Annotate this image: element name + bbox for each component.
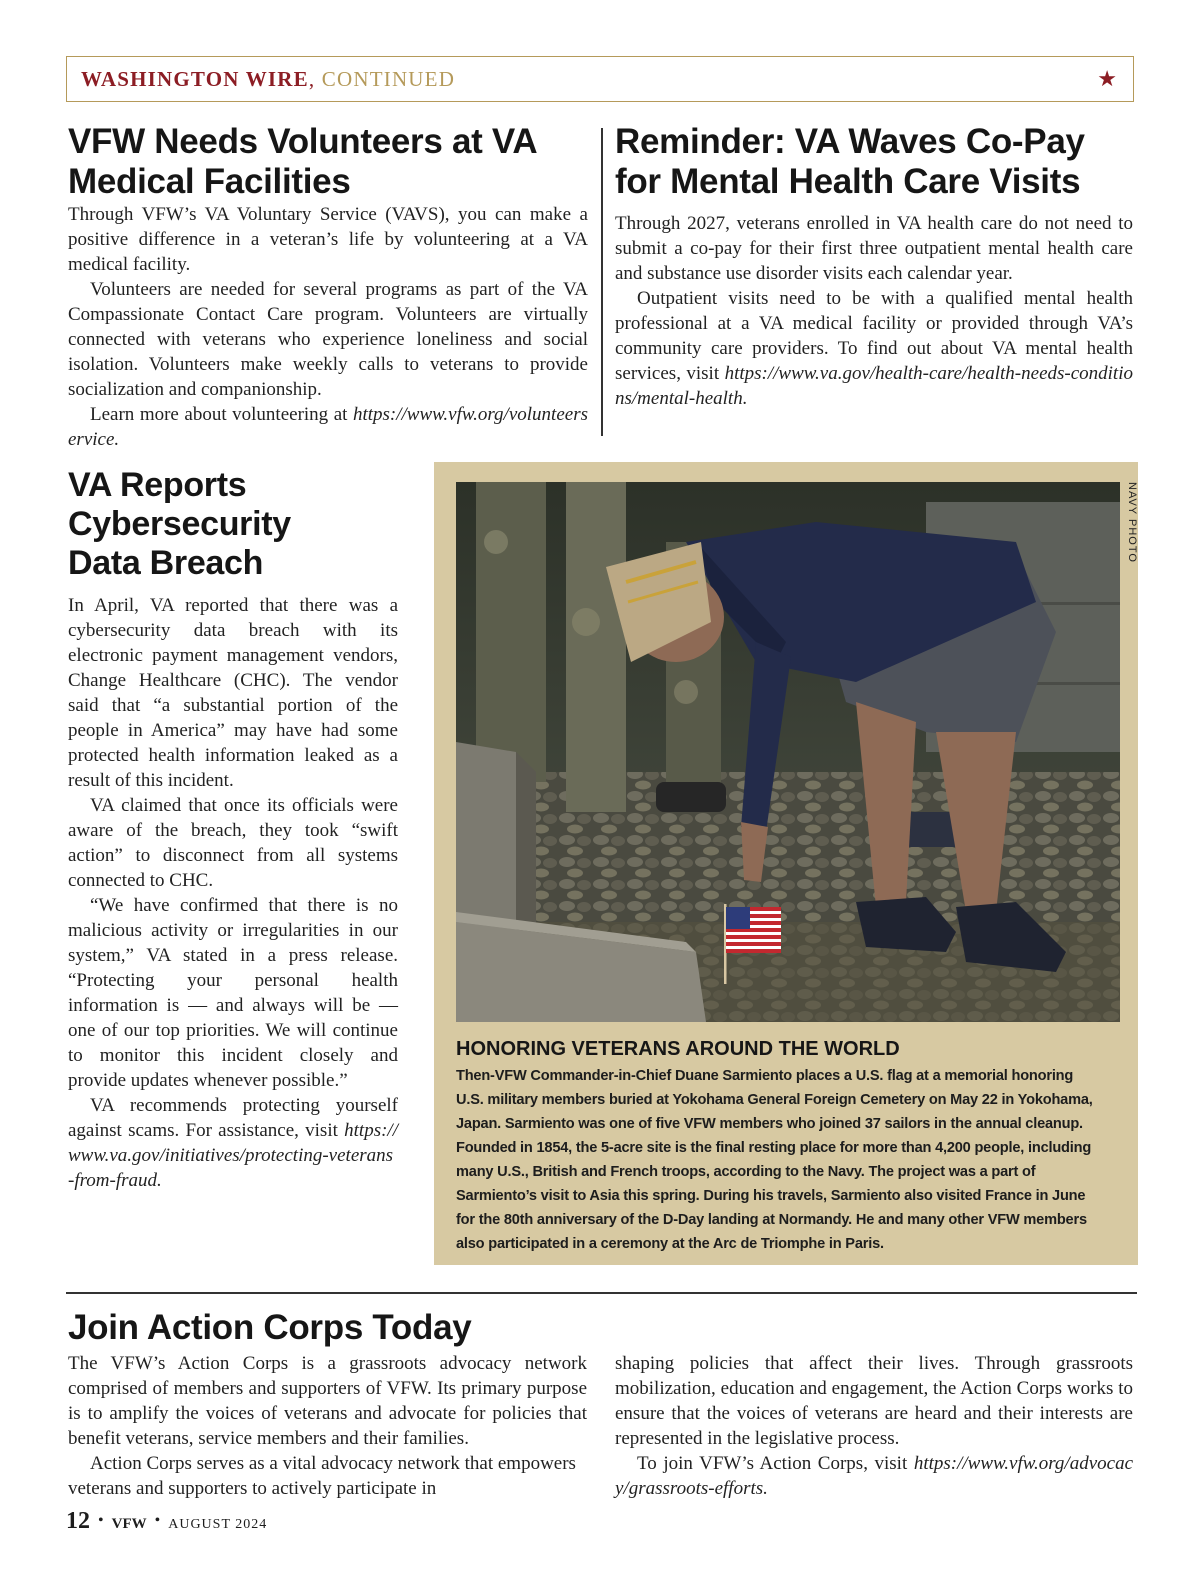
photo-panel (434, 462, 1138, 1265)
caption-title: HONORING VETERANS AROUND THE WORLD (456, 1038, 900, 1060)
paragraph: shaping policies that affect their lives. Through grassroots mobilization, education and engagement, the Action Corps works to ensure that the voices of veterans are heard and their interests are represented in the legislative process. (615, 1353, 1133, 1449)
article-body (68, 202, 588, 452)
section-divider (66, 1292, 1137, 1294)
article-action-corps (68, 1306, 1134, 1350)
photo-credit: NAVY PHOTO (1126, 482, 1138, 563)
article-breach (68, 466, 398, 1193)
paragraph: VA claimed that once its officials were aware of the breach, they took “swift action” to disconnect from all systems connected to CHC. (68, 795, 398, 891)
magazine-name: VFW (111, 1516, 147, 1532)
paragraph: Through 2027, veterans enrolled in VA health care do not need to submit a co-pay for their first three outpatient mental health care and substance use disorder visits each calendar year. (615, 213, 1133, 284)
section-title: WASHINGTON WIRE (81, 67, 309, 91)
photo-illustration (456, 482, 1120, 1022)
headline-breach: VA Reports Cybersecurity Data Breach (68, 466, 291, 582)
article-body (68, 593, 398, 1193)
paragraph-text: VA recommends protecting yourself against scams. For assistance, visit (68, 1095, 398, 1141)
photo-flag-placement (456, 482, 1120, 1022)
headline-copay: Reminder: VA Waves Co-Pay for Mental Health Care Visits (615, 122, 1085, 201)
article-copay (615, 122, 1133, 411)
paragraph: Action Corps serves as a vital advocacy network that empowers veterans and supporters to actively participate in (68, 1453, 576, 1499)
article-body-column-2 (615, 1351, 1133, 1501)
section-header (66, 56, 1134, 102)
paragraph-text: To join VFW’s Action Corps, visit (637, 1453, 914, 1474)
section-separator: , (308, 67, 316, 91)
section-continued-label: CONTINUED (321, 67, 456, 91)
paragraph: Through VFW’s VA Voluntary Service (VAVS), you can make a positive difference in a veteran’s life by volunteering at a VA medical facility. (68, 204, 588, 275)
volunteer-link[interactable]: https://www.vfw.org/volunteerservice. (68, 404, 588, 450)
star-icon: ★ (1097, 66, 1117, 91)
column-divider (601, 128, 603, 436)
article-volunteers (68, 122, 588, 452)
paragraph-text: Learn more about volunteering at (90, 404, 353, 425)
paragraph: The VFW’s Action Corps is a grassroots advocacy network comprised of members and supporters of VFW. Its primary purpose is to amplify the voices of veterans and advocate for policies that benefit veterans, service members and their families. (68, 1353, 587, 1449)
article-body-column-1 (68, 1351, 587, 1501)
paragraph (615, 286, 1133, 411)
paragraph: Volunteers are needed for several programs as part of the VA Compassionate Contact Care program. Volunteers are virtually connected with veterans who experience loneliness and social isolation. Volunteers make weekly calls to veterans to provide socialization and companionship. (68, 279, 588, 400)
caption-text: Then-VFW Commander-in-Chief Duane Sarmiento places a U.S. flag at a memorial honoring U.S. military members buried at Yokohama General Foreign Cemetery on May 22 in Yokohama, Japan. Sarmiento was one of five VFW members who joined 37 sailors in the annual cleanup. Founded in 1854, the 5-acre site is the final resting place for more than 4,200 people, including many U.S., British and French troops, according to the Navy. The project was a part of Sarmiento’s visit to Asia this spring. During his travels, Sarmiento also visited France in June for the 80th anniversary of the D-Day landing at Normandy. He and many other VFW members also participated in a ceremony at the Arc de Triomphe in Paris. (456, 1068, 1093, 1252)
headline-volunteers: VFW Needs Volunteers at VA Medical Facilities (68, 122, 537, 201)
action-corps-link[interactable]: https://www.vfw.org/advocacy/grassroots-efforts. (615, 1453, 1133, 1499)
page-footer (66, 1508, 267, 1535)
paragraph: “We have confirmed that there is no malicious activity or irregularities in our system,” VA stated in a press release. “Protecting your personal health information is — and always will be — one of our top priorities. We will continue to monitor this incident closely and provide updates whenever possible.” (68, 895, 398, 1091)
footer-bullet: • (154, 1512, 161, 1529)
issue-date: AUGUST 2024 (168, 1517, 268, 1532)
footer-bullet: • (98, 1512, 104, 1529)
paragraph (68, 1093, 398, 1193)
fraud-protection-link[interactable]: https://www.va.gov/initiatives/protecting-veterans-from-fraud. (68, 1120, 398, 1191)
paragraph (615, 1451, 1133, 1501)
paragraph-text: Outpatient visits need to be with a qualified mental health professional at a VA medical facility or provided through VA’s community care providers. To find out about VA mental health services, visit (615, 288, 1133, 384)
headline-action-corps: Join Action Corps Today (68, 1308, 472, 1347)
article-body (615, 211, 1133, 411)
paragraph: In April, VA reported that there was a cybersecurity data breach with its electronic payment management vendors, Change Healthcare (CHC). The vendor said that “a substantial portion of the people in America” may have had some protected health information leaked as a result of this incident. (68, 595, 398, 791)
mental-health-link[interactable]: https://www.va.gov/health-care/health-needs-conditions/mental-health. (615, 363, 1133, 409)
page-number: 12 (66, 1508, 90, 1534)
paragraph (68, 402, 588, 452)
